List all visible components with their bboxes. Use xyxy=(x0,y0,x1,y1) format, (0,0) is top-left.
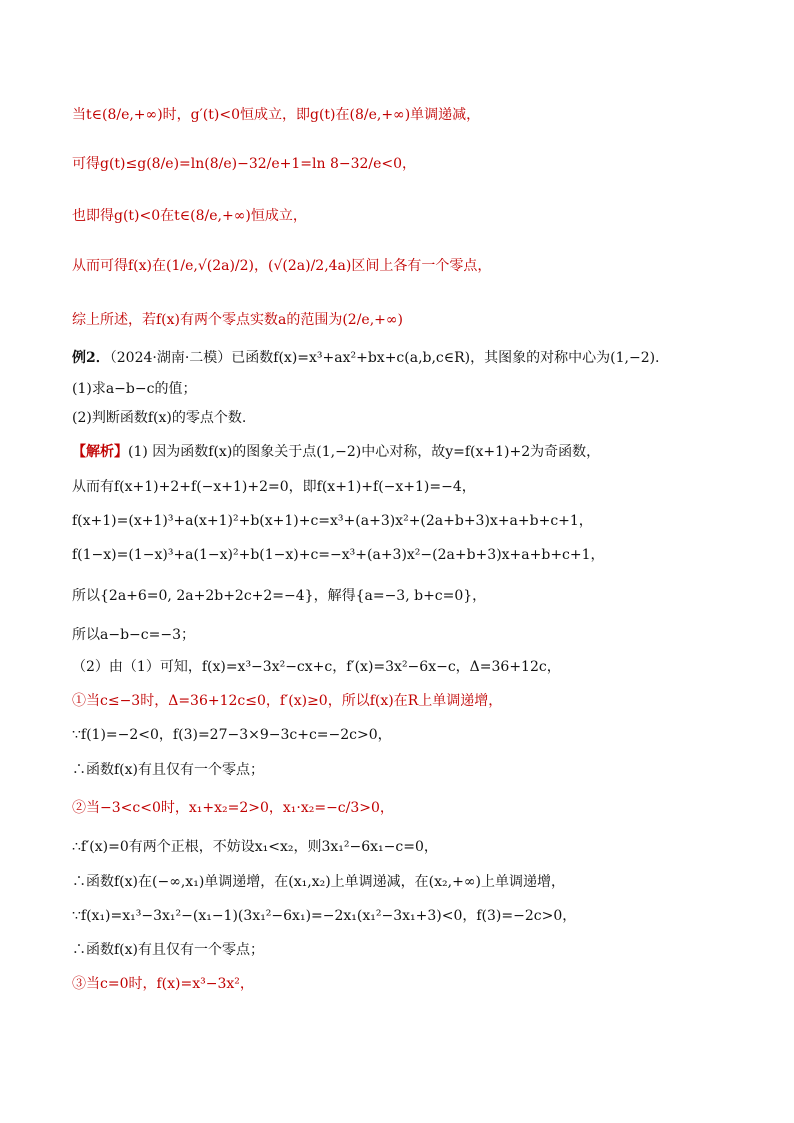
case-2-roots: ∴f′(x)=0有两个正根，不妨设x₁<x₂，则3x₁²−6x₁−c=0， xyxy=(72,839,438,855)
example-label: 例2． xyxy=(72,350,110,366)
expansion-line-1: f(x+1)=(x+1)³+a(x+1)²+b(x+1)+c=x³+(a+3)x²+(2a+b+3)x+a+b+c+1， xyxy=(72,513,593,529)
case-1: ①当c≤−3时，Δ=36+12c≤0，f′(x)≥0，所以f(x)在R上单调递增， xyxy=(72,693,503,709)
example-statement: （2024·湖南·二模）已函数f(x)=x³+ax²+bx+c(a,b,c∈R)，其图象的对称中心为(1,−2). xyxy=(109,350,660,366)
case-1-values: ∵f(1)=−2<0，f(3)=27−3×9−3c+c=−2c>0， xyxy=(72,727,392,743)
case-2-values: ∵f(x₁)=x₁³−3x₁²−(x₁−1)(3x₁²−6x₁)=−2x₁(x₁²−3x₁+3)<0，f(3)=−2c>0， xyxy=(72,908,577,924)
question-2: (2)判断函数f(x)的零点个数. xyxy=(72,410,247,426)
solution-line-1: 当t∈(8/e,+∞)时，g′(t)<0恒成立，即g(t)在(8/e,+∞)单调递减， xyxy=(72,107,481,123)
system-line: 所以{2a+6=0, 2a+2b+2c+2=−4}，解得{a=−3, b+c=0}， xyxy=(72,588,487,604)
solution-line-3: 也即得g(t)<0在t∈(8/e,+∞)恒成立， xyxy=(72,208,307,224)
case-2-monotonic: ∴函数f(x)在(−∞,x₁)单调递增，在(x₁,x₂)上单调递减，在(x₂,+∞)上单调递增， xyxy=(72,874,565,890)
expansion-line-2: f(1−x)=(1−x)³+a(1−x)²+b(1−x)+c=−x³+(a+3)x²−(2a+b+3)x+a+b+c+1， xyxy=(72,547,605,563)
analysis-line-1 xyxy=(72,441,754,463)
example-heading xyxy=(72,347,754,369)
analysis-line-2: 从而有f(x+1)+2+f(−x+1)+2=0，即f(x+1)+f(−x+1)=−4， xyxy=(72,479,476,495)
case-3: ③当c=0时，f(x)=x³−3x²， xyxy=(72,976,254,992)
conclusion-line: 综上所述，若f(x)有两个零点实数a的范围为(2/e,+∞) xyxy=(72,312,404,328)
case-2: ②当−3<c<0时，x₁+x₂=2>0，x₁·x₂=−c/3>0， xyxy=(72,800,394,816)
case-1-conclusion: ∴函数f(x)有且仅有一个零点； xyxy=(72,762,265,778)
analysis-text: (1) 因为函数f(x)的图象关于点(1,−2)中心对称，故y=f(x+1)+2为奇函数， xyxy=(128,444,601,460)
case-2-conclusion: ∴函数f(x)有且仅有一个零点； xyxy=(72,942,265,958)
part1-result: 所以a−b−c=−3； xyxy=(72,627,195,643)
part2-intro: （2）由（1）可知，f(x)=x³−3x²−cx+c，f′(x)=3x²−6x−c，Δ=36+12c， xyxy=(72,659,561,675)
question-1: (1)求a−b−c的值； xyxy=(72,381,197,397)
solution-line-4: 从而可得f(x)在(1/e,√(2a)/2)，(√(2a)/2,4a)区间上各有一个零点， xyxy=(72,258,492,274)
solution-line-2: 可得g(t)≤g(8/e)=ln(8/e)−32/e+1=ln 8−32/e<0， xyxy=(72,156,417,172)
analysis-label: 【解析】 xyxy=(72,444,128,460)
